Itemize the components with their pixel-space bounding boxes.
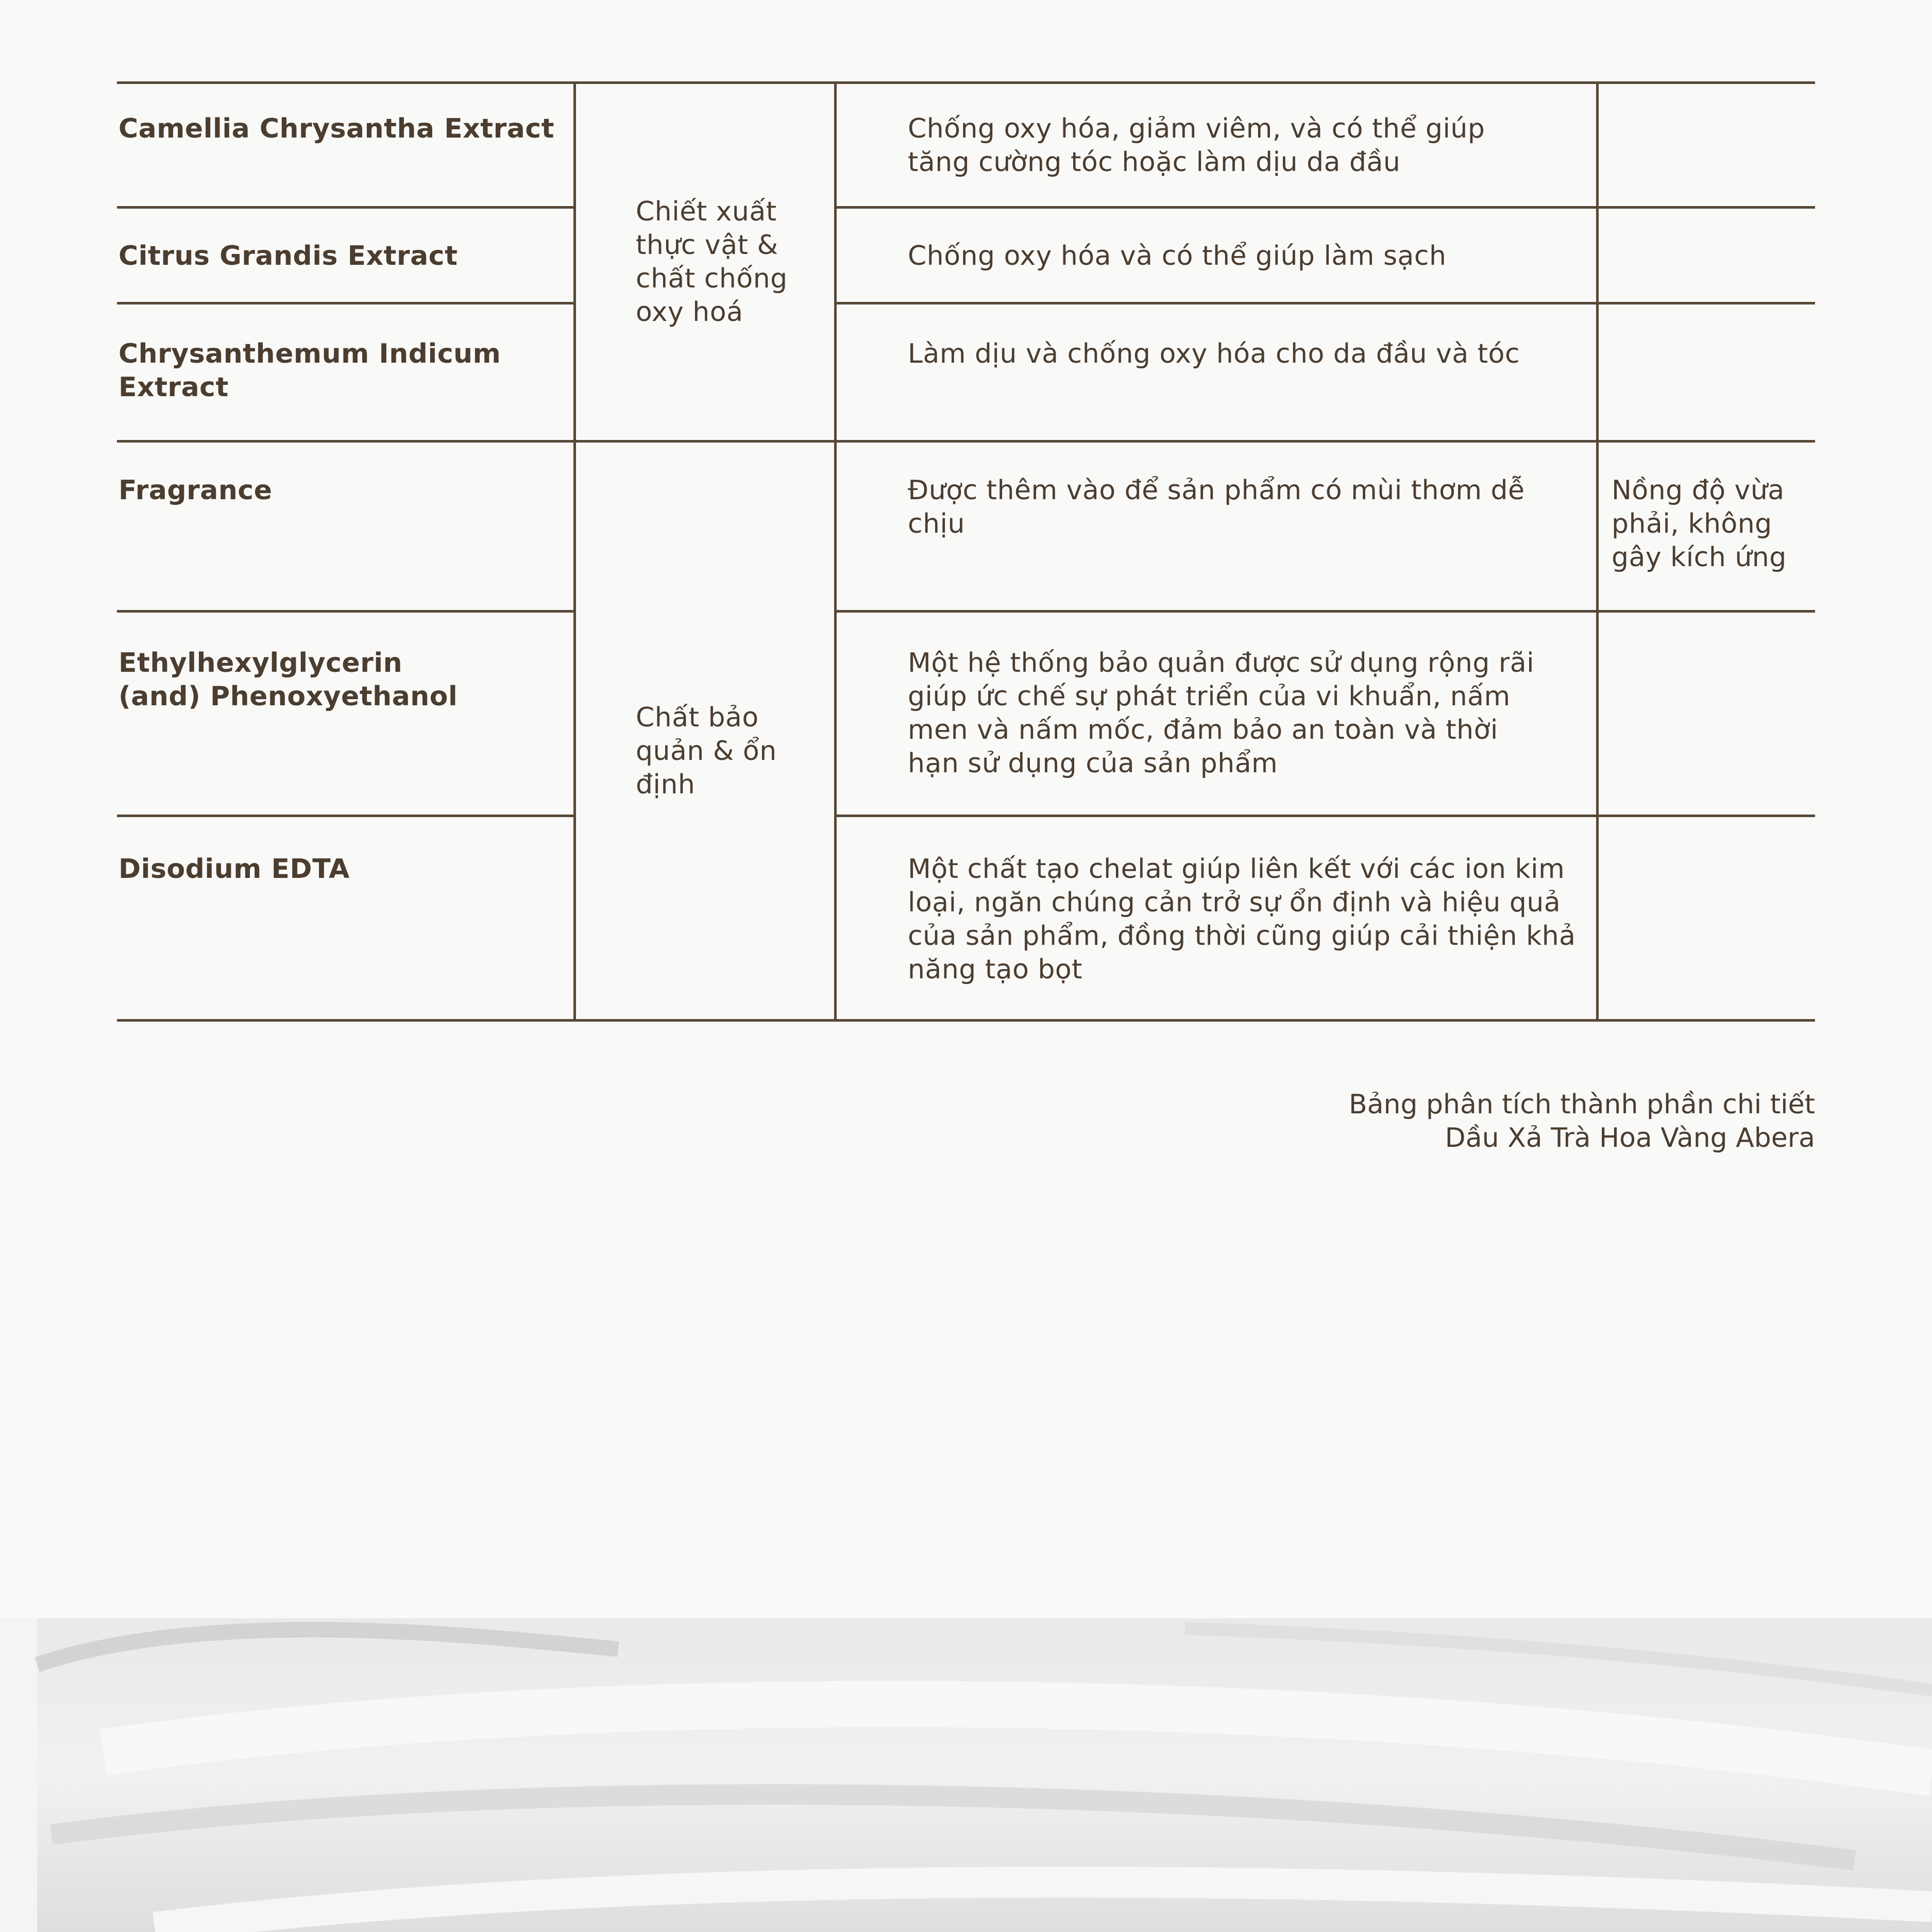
ingredient-name: Chrysanthemum Indicum Extract: [118, 338, 501, 403]
table-rule: [117, 440, 1815, 443]
column-divider: [573, 81, 576, 1022]
category-cell: [636, 443, 790, 1019]
table-rule-bottom: [117, 1019, 1815, 1022]
table-rule: [835, 302, 1815, 304]
ingredient-name: Ethylhexylglycerin (and) Phenoxyethanol: [118, 648, 458, 712]
ingredient-description: Làm dịu và chống oxy hóa cho da đầu và tóc: [908, 338, 1520, 369]
ingredient-name: Citrus Grandis Extract: [118, 241, 458, 272]
caption-line-2: Dầu Xả Trà Hoa Vàng Abera: [1445, 1123, 1815, 1154]
ingredient-name: Disodium EDTA: [118, 854, 350, 885]
column-divider: [1596, 81, 1599, 1022]
category-label: Chiết xuất thực vật & chất chống oxy hoá: [636, 196, 788, 328]
ingredient-description: Được thêm vào để sản phẩm có mùi thơm dễ chịu: [908, 475, 1525, 539]
ingredient-description: Một hệ thống bảo quản được sử dụng rộng rãi giúp ức chế sự phát triển của vi khuẩn, nấm men và nấm mốc, đảm bảo an toàn và thời hạn sử dụng của sản phẩm: [908, 648, 1535, 779]
ingredient-name: Fragrance: [118, 475, 273, 506]
cream-texture-image: [0, 1618, 1932, 1932]
table-rule-top: [117, 81, 1815, 84]
column-divider: [834, 81, 837, 1022]
ingredient-description: Một chất tạo chelat giúp liên kết với các ion kim loại, ngăn chúng cản trở sự ổn định và hiệu quả của sản phẩm, đồng thời cũng giúp cải thiện khả năng tạo bọt: [908, 854, 1576, 985]
category-cell: [636, 84, 821, 440]
ingredient-description: Chống oxy hóa, giảm viêm, và có thể giúp tăng cường tóc hoặc làm dịu da đầu: [908, 113, 1485, 178]
table-rule: [117, 610, 574, 613]
table-rule: [117, 206, 574, 209]
ingredient-description: Chống oxy hóa và có thể giúp làm sạch: [908, 241, 1447, 272]
table-rule: [835, 610, 1815, 613]
ingredient-name: Camellia Chrysantha Extract: [118, 113, 555, 144]
table-caption: [1349, 1088, 1815, 1155]
table-rule: [117, 302, 574, 304]
table-rule: [835, 815, 1815, 817]
table-rule: [117, 815, 574, 817]
category-label: Chất bảo quản & ổn định: [636, 702, 777, 800]
caption-line-1: Bảng phân tích thành phần chi tiết: [1349, 1089, 1815, 1120]
table-rule: [835, 206, 1815, 209]
ingredient-note: Nồng độ vừa phải, không gây kích ứng: [1612, 475, 1787, 573]
